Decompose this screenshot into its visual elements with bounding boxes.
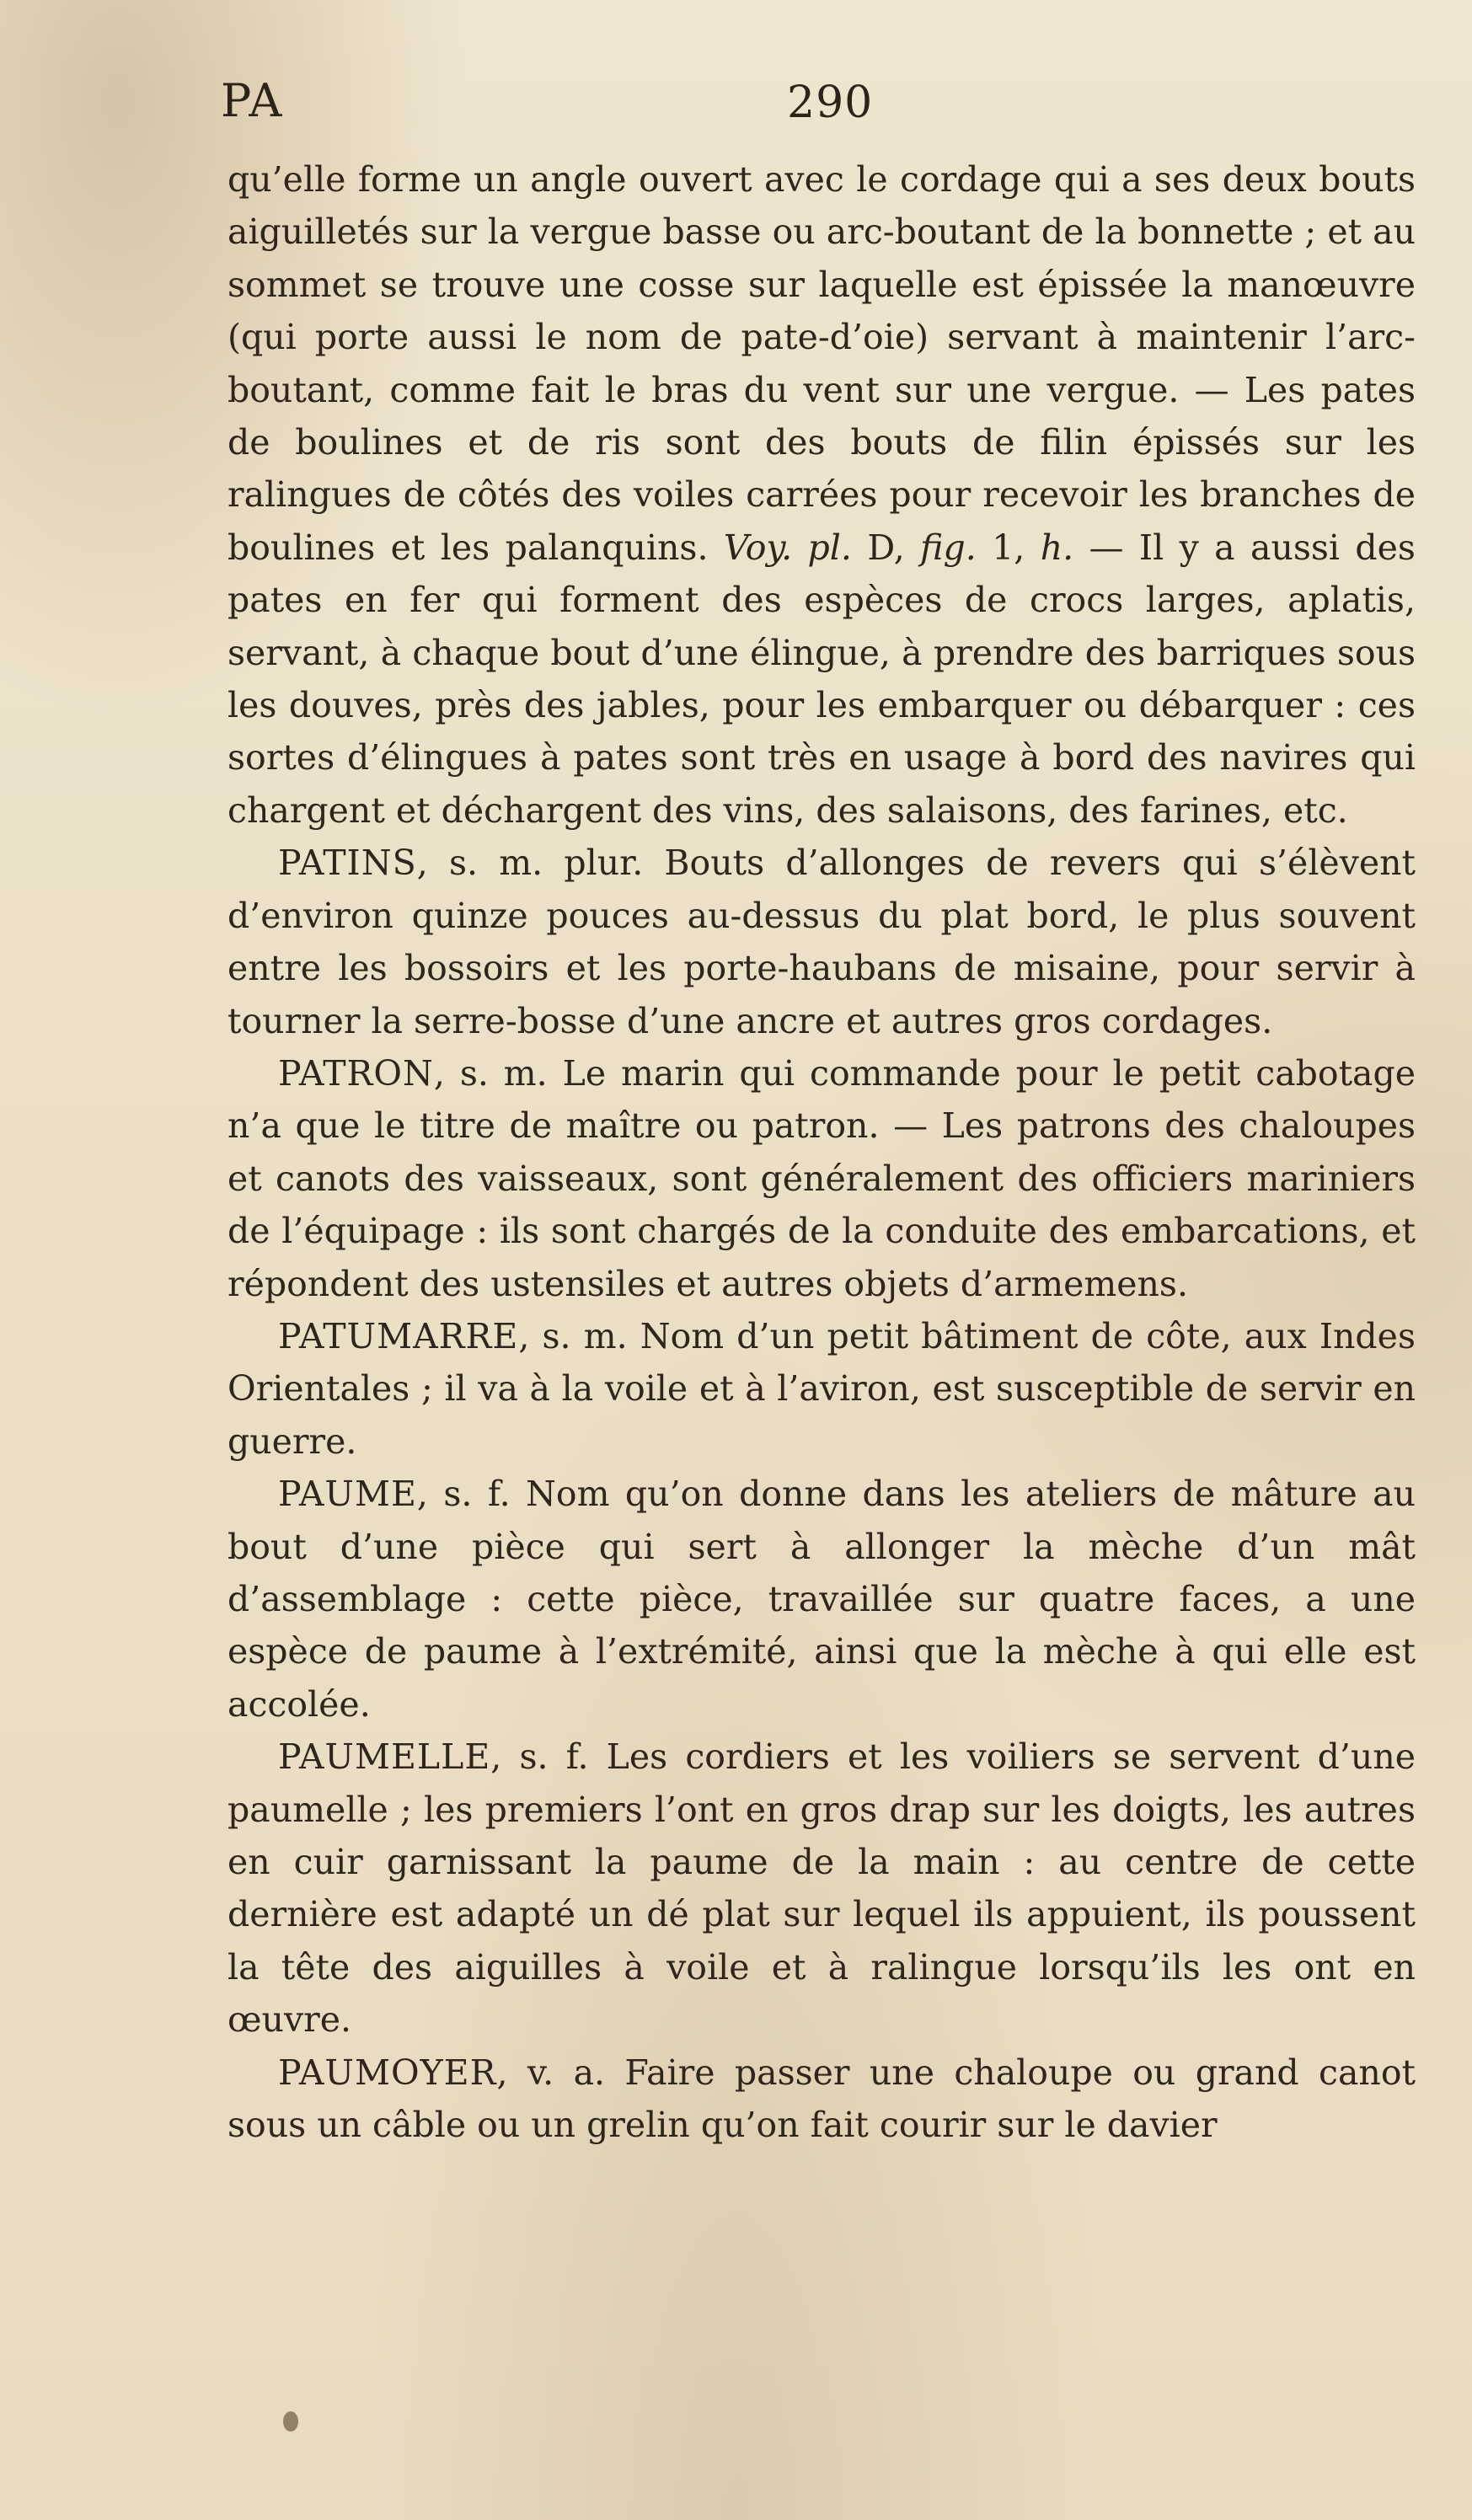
headword: PATUMARRE — [278, 1315, 519, 1356]
entry-text: — Il y a aussi des pates en fer qui forment des espèces de crocs larges, aplatis, servant, à chaque bout d’une élingue, à prendre des barriques sous les douves, près des jables, pour les embarquer ou débarquer : ces sortes d’élingues à pates sont très en usage à bord des navires qui chargent et déchargent des vins, des salaisons, des farines, etc. — [227, 527, 1416, 831]
entry-text: , s. m. plur. Bouts d’allonges de revers qui s’élèvent d’environ quinze pouces au-dessus du plat bord, le plus souvent entre les bossoirs et les porte-haubans de misaine, pour servir à tourner la serre-bosse d’une ancre et autres gros cordages. — [227, 843, 1416, 1041]
cross-reference: Voy. pl. — [723, 527, 852, 568]
entry-text: , s. f. Les cordiers et les voiliers se servent d’une paumelle ; les premiers l’ont en gros drap sur les doigts, les autres en cuir garnissant la paume de la main : au centre de cette dernière est adapté un dé plat sur lequel ils appuient, ils poussent la tête des aiguilles à voile et à ralingue lorsqu’ils les ont en œuvre. — [227, 1736, 1416, 2041]
entry-text: , v. a. Faire passer une chaloupe ou grand canot sous un câble ou un grelin qu’on fait courir sur le davier — [227, 2052, 1416, 2146]
entry-patumarre — [227, 1310, 1416, 1468]
entry-paumoyer — [227, 2046, 1416, 2152]
entry-patron — [227, 1047, 1416, 1310]
headword: PATINS — [278, 843, 417, 884]
page-number: 290 — [787, 78, 874, 128]
entry-paumelle — [227, 1731, 1416, 2046]
headword: PAUME — [278, 1474, 417, 1515]
figure-number: 1, — [992, 527, 1025, 568]
ink-spot — [283, 2411, 298, 2432]
dictionary-text — [227, 153, 1416, 2151]
entry-patins — [227, 837, 1416, 1047]
figure-letter: h. — [1040, 527, 1074, 568]
entry-text: , s. f. Nom qu’on donne dans les ateliers de mâture au bout d’une pièce qui sert à allonger la mèche d’un mât d’assemblage : cette pièce, travaillée sur quatre faces, a une espèce de paume à l’extrémité, ainsi que la mèche à qui elle est accolée. — [227, 1474, 1416, 1725]
headword: PATRON — [278, 1052, 434, 1094]
entry-text: , s. m. Nom d’un petit bâtiment de côte, aux Indes Orientales ; il va à la voile et à l’aviron, est susceptible de servir en guerre. — [227, 1315, 1416, 1462]
entry-continuation — [227, 153, 1416, 837]
figure-label: fig. — [920, 527, 977, 568]
running-head — [221, 74, 1417, 142]
headword: PAUMELLE — [278, 1736, 491, 1778]
plate-letter: D, — [867, 527, 905, 568]
entry-text: qu’elle forme un angle ouvert avec le cordage qui a ses deux bouts aiguilletés sur la vergue basse ou arc-boutant de la bonnette ; et au sommet se trouve une cosse sur laquelle est épissée la manœuvre (qui porte aussi le nom de pate-d’oie) servant à maintenir l’arc-boutant, comme fait le bras du vent sur une vergue. — Les pates de boulines et de ris sont des bouts de filin épissés sur les ralingues de côtés des voiles carrées pour recevoir les branches de boulines et les palanquins. — [227, 159, 1416, 568]
headword: PAUMOYER — [278, 2052, 497, 2093]
running-head-abbreviation: PA — [221, 74, 284, 127]
entry-paume — [227, 1468, 1416, 1731]
entry-text: , s. m. Le marin qui commande pour le petit cabotage n’a que le titre de maître ou patron. — Les patrons des chaloupes et canots des vaisseaux, sont généralement des officiers mariniers de l’équipage : ils sont chargés de la conduite des embarcations, et répondent des ustensiles et autres objets d’armemens. — [227, 1052, 1416, 1304]
